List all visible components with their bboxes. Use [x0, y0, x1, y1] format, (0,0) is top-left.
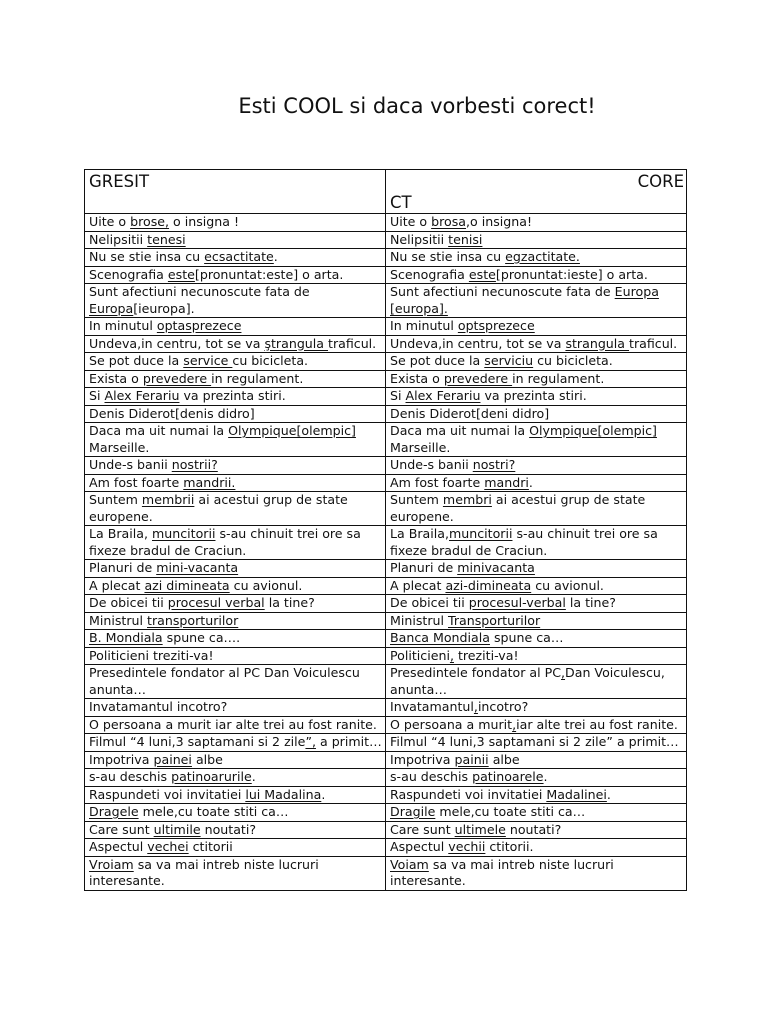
table-row: [85, 612, 687, 630]
correct-phrase-cell: [386, 492, 687, 526]
wrong-phrase-cell: [85, 231, 386, 249]
phrase-text: Suntem: [89, 492, 142, 507]
correct-phrase-cell: [386, 388, 687, 406]
wrong-phrase-cell: [85, 318, 386, 336]
table-row: [85, 266, 687, 284]
phrase-text: Unde-s banii: [89, 457, 172, 472]
table-row: [85, 647, 687, 665]
phrase-text: Am fost foarte: [89, 474, 184, 490]
phrase-text: Denis Diderot[deni didro]: [390, 405, 550, 421]
correct-phrase-cell: [386, 630, 687, 648]
table-row: [85, 284, 687, 318]
phrase-text: Am fost foarte: [390, 474, 485, 490]
highlighted-word: brose,: [130, 214, 170, 229]
table-row: [85, 492, 687, 526]
highlighted-word: Europa [europa].: [390, 284, 659, 316]
wrong-phrase-cell: [85, 214, 386, 232]
highlighted-word: B. Mondiala: [89, 630, 163, 645]
correct-phrase-cell: [386, 612, 687, 630]
correct-phrase-cell: [386, 423, 687, 457]
correct-phrase-cell: [386, 335, 687, 353]
table-row: [85, 474, 687, 492]
highlighted-word: serviciu: [484, 353, 534, 368]
highlighted-word: ecsactitate: [204, 249, 274, 264]
wrong-phrase-cell: [85, 751, 386, 769]
highlighted-word: painei: [153, 751, 192, 767]
phrase-text: Invatamantul incotro?: [89, 699, 228, 714]
page-title: Esti COOL si daca vorbesti corect!: [238, 94, 596, 118]
table-row: [85, 405, 687, 423]
phrase-text: Undeva,in centru, tot se va: [89, 335, 265, 351]
correct-phrase-cell: [386, 734, 687, 752]
highlighted-word: azi dimineata: [144, 577, 230, 593]
phrase-text: noutati?: [200, 821, 257, 837]
phrase-text: Planuri de: [390, 560, 458, 575]
table-row: [85, 821, 687, 839]
correct-phrase-cell: [386, 284, 687, 318]
phrase-text: Se pot duce la: [89, 353, 184, 368]
phrase-text: Scenografia: [89, 266, 168, 282]
highlighted-word: optasprezece: [156, 318, 242, 333]
correct-phrase-cell: [386, 804, 687, 822]
phrase-text: Filmul “4 luni,3 saptamani si 2 zile” a primit…: [390, 734, 679, 749]
phrase-text: va prezinta stiri.: [179, 388, 286, 403]
wrong-phrase-cell: [85, 595, 386, 613]
header-wrong: GRESIT: [85, 170, 386, 214]
wrong-phrase-cell: [85, 249, 386, 267]
table-row: [85, 751, 687, 769]
wrong-phrase-cell: [85, 353, 386, 371]
wrong-phrase-cell: [85, 821, 386, 839]
wrong-phrase-cell: [85, 335, 386, 353]
phrase-text: [pronuntat:este] o arta.: [194, 266, 344, 282]
wrong-phrase-cell: [85, 839, 386, 857]
wrong-phrase-cell: [85, 423, 386, 457]
wrong-phrase-cell: [85, 630, 386, 648]
phrase-text: Si: [390, 388, 406, 403]
correct-phrase-cell: [386, 699, 687, 717]
highlighted-word: Madalinei: [546, 786, 607, 802]
highlighted-word: patinoarurile: [171, 769, 252, 784]
phrase-text: Undeva,in centru, tot se va: [390, 335, 566, 351]
correct-phrase-cell: [386, 474, 687, 492]
correct-phrase-cell: [386, 577, 687, 595]
phrase-text: Sunt afectiuni necunoscute fata de: [390, 284, 615, 299]
phrase-text: traficul.: [629, 335, 678, 351]
wrong-phrase-cell: [85, 769, 386, 787]
phrase-text: O persoana a murit iar alte trei au fost ranite.: [89, 716, 377, 732]
table-row: [85, 734, 687, 752]
phrase-text: Aspectul: [390, 839, 449, 854]
correct-phrase-cell: [386, 856, 687, 890]
correct-phrase-cell: [386, 839, 687, 857]
phrase-text: Aspectul: [89, 839, 148, 854]
phrase-text: s-au deschis: [390, 769, 473, 784]
table-row: [85, 388, 687, 406]
highlighted-word: Dragile: [390, 804, 436, 819]
phrase-text: .: [321, 786, 326, 802]
highlighted-word: tenesi: [147, 231, 186, 247]
phrase-text: cu bicicleta.: [533, 353, 613, 368]
phrase-text: s-au chinuit trei ore sa fixeze bradul de Craciun.: [390, 526, 658, 558]
correct-phrase-cell: [386, 318, 687, 336]
phrase-text: ai acestui grup de state europene.: [390, 492, 646, 524]
phrase-text: Politicieni treziti-va!: [89, 647, 214, 663]
phrase-text: Marseille.: [390, 439, 451, 455]
wrong-phrase-cell: [85, 647, 386, 665]
phrase-text: ctitorii.: [485, 839, 534, 854]
phrase-text: [ieuropa].: [133, 300, 195, 316]
highlighted-word: este: [167, 266, 195, 282]
phrase-text: Raspundeti voi invitatiei: [89, 786, 246, 802]
phrase-text: Presedintele fondator al PC Dan Voiculescu anunta…: [89, 665, 360, 697]
phrase-text: o insigna !: [169, 214, 240, 229]
phrase-text: Filmul “4 luni,3 saptamani si 2 zile: [89, 734, 306, 749]
highlighted-word: Transporturilor: [448, 612, 541, 628]
wrong-phrase-cell: [85, 405, 386, 423]
phrase-text: incotro?: [477, 699, 529, 714]
table-row: [85, 630, 687, 648]
phrase-text: a primit…: [315, 734, 382, 749]
phrase-text: De obicei tii: [89, 595, 168, 610]
highlighted-word: mandrii.: [183, 474, 236, 490]
highlighted-word: procesul verbal: [167, 595, 265, 610]
table-row: [85, 318, 687, 336]
table-row: [85, 595, 687, 613]
wrong-phrase-cell: [85, 716, 386, 734]
wrong-phrase-cell: [85, 474, 386, 492]
highlighted-word: Voiam: [390, 856, 429, 872]
correct-phrase-cell: [386, 405, 687, 423]
phrase-text: spune ca….: [162, 630, 241, 645]
wrong-phrase-cell: [85, 492, 386, 526]
correct-phrase-cell: [386, 769, 687, 787]
highlighted-word: ultimele: [454, 821, 506, 837]
table-header-row: [85, 170, 687, 214]
phrase-text: albe: [191, 751, 223, 767]
phrase-text: Nelipsitii: [89, 231, 148, 247]
phrase-text: Politicieni: [390, 647, 450, 663]
highlighted-word: ştrangula: [264, 335, 329, 351]
phrase-text: In minutul: [89, 318, 157, 333]
highlighted-word: membri: [442, 492, 492, 507]
highlighted-word: vechei: [147, 839, 189, 854]
table-row: [85, 370, 687, 388]
phrase-text: Nu se stie insa cu: [390, 249, 506, 264]
highlighted-word: ,: [561, 665, 566, 680]
wrong-phrase-cell: [85, 856, 386, 890]
highlighted-word: brosa: [431, 214, 467, 229]
phrase-text: s-au chinuit trei ore sa fixeze bradul de Craciun.: [89, 526, 361, 558]
highlighted-word: egzactitate.: [505, 249, 580, 264]
table-row: [85, 577, 687, 595]
table-row: [85, 457, 687, 475]
highlighted-word: prevedere: [142, 370, 212, 386]
highlighted-word: Banca Mondiala: [390, 630, 490, 645]
highlighted-word: lui Madalina: [245, 786, 322, 802]
highlighted-word: service: [183, 353, 233, 368]
header-correct-line1: CORE: [637, 172, 684, 191]
wrong-phrase-cell: [85, 612, 386, 630]
phrase-text: In minutul: [390, 318, 458, 333]
phrase-text: Impotriva: [89, 751, 154, 767]
correct-phrase-cell: [386, 665, 687, 699]
correction-table: [84, 169, 687, 891]
highlighted-word: painii: [454, 751, 489, 767]
wrong-phrase-cell: [85, 560, 386, 578]
highlighted-word: mandri: [484, 474, 529, 490]
table-row: [85, 856, 687, 890]
table-row: [85, 786, 687, 804]
phrase-text: Ministrul: [89, 612, 148, 628]
wrong-phrase-cell: [85, 699, 386, 717]
highlighted-word: muncitorii: [449, 526, 513, 541]
correct-phrase-cell: [386, 457, 687, 475]
table-row: [85, 526, 687, 560]
phrase-text: Nu se stie insa cu: [89, 249, 205, 264]
highlighted-word: Vroiam: [89, 856, 134, 872]
highlighted-word: procesul-verbal: [468, 595, 566, 610]
table-row: [85, 353, 687, 371]
highlighted-word: tenisi: [448, 231, 483, 247]
table-row: [85, 335, 687, 353]
phrase-text: Uite o: [390, 214, 432, 229]
phrase-text: Impotriva: [390, 751, 455, 767]
highlighted-word: Dragele: [89, 804, 139, 819]
correct-phrase-cell: [386, 716, 687, 734]
phrase-text: s-au deschis: [89, 769, 172, 784]
correct-phrase-cell: [386, 526, 687, 560]
phrase-text: .: [528, 474, 533, 490]
highlighted-word: mini-vacanta: [156, 560, 239, 575]
highlighted-word: ,: [449, 647, 454, 663]
phrase-text: spune ca…: [489, 630, 564, 645]
highlighted-word: minivacanta: [457, 560, 535, 575]
phrase-text: Scenografia: [390, 266, 469, 282]
phrase-text: Daca ma uit numai la: [89, 423, 229, 438]
phrase-text: Si: [89, 388, 105, 403]
wrong-phrase-cell: [85, 457, 386, 475]
wrong-phrase-cell: [85, 665, 386, 699]
correct-phrase-cell: [386, 370, 687, 388]
wrong-phrase-cell: [85, 786, 386, 804]
phrase-text: .: [543, 769, 548, 784]
phrase-text: Exista o: [390, 370, 444, 386]
phrase-text: Se pot duce la: [390, 353, 485, 368]
header-correct: [386, 170, 687, 214]
phrase-text: in regulament.: [211, 370, 304, 386]
phrase-text: Unde-s banii: [390, 457, 473, 472]
phrase-text: sa va mai intreb niste lucruri interesante.: [89, 856, 319, 888]
phrase-text: ai acestui grup de state europene.: [89, 492, 348, 524]
phrase-text: Sunt afectiuni necunoscute fata de: [89, 284, 310, 299]
highlighted-word: patinoarele: [472, 769, 544, 784]
highlighted-word: ,: [473, 699, 478, 714]
phrase-text: sa va mai intreb niste lucruri interesante.: [390, 856, 614, 888]
phrase-text: A plecat: [89, 577, 145, 593]
table-row: [85, 665, 687, 699]
correct-phrase-cell: [386, 647, 687, 665]
correct-phrase-cell: [386, 786, 687, 804]
phrase-text: Marseille.: [89, 439, 150, 455]
correct-phrase-cell: [386, 266, 687, 284]
highlighted-word: Alex Ferariu: [104, 388, 180, 403]
phrase-text: Care sunt: [89, 821, 154, 837]
phrase-text: O persoana a murit: [390, 716, 513, 732]
correct-phrase-cell: [386, 595, 687, 613]
table-row: [85, 769, 687, 787]
wrong-phrase-cell: [85, 577, 386, 595]
highlighted-word: Europa: [89, 300, 134, 316]
highlighted-word: transporturilor: [147, 612, 239, 628]
phrase-text: Dan Voiculescu, anunta…: [390, 665, 665, 697]
table-body: [85, 214, 687, 891]
phrase-text: cu bicicleta.: [232, 353, 309, 368]
phrase-text: .: [251, 769, 256, 784]
phrase-text: La Braila,: [89, 526, 152, 541]
wrong-phrase-cell: [85, 804, 386, 822]
table-row: [85, 231, 687, 249]
highlighted-word: optsprezece: [457, 318, 535, 333]
highlighted-word: prevedere: [443, 370, 513, 386]
phrase-text: albe: [488, 751, 520, 767]
correct-phrase-cell: [386, 214, 687, 232]
phrase-text: Exista o: [89, 370, 143, 386]
header-correct-line2: CT: [390, 193, 412, 212]
phrase-text: mele,cu toate stiti ca…: [435, 804, 586, 819]
highlighted-word: membrii: [141, 492, 195, 507]
highlighted-word: Alex Ferariu: [405, 388, 481, 403]
phrase-text: [pronuntat:ieste] o arta.: [495, 266, 648, 282]
phrase-text: ,o insigna!: [466, 214, 533, 229]
highlighted-word: ultimile: [153, 821, 201, 837]
table-row: [85, 423, 687, 457]
phrase-text: Planuri de: [89, 560, 157, 575]
phrase-text: De obicei tii: [390, 595, 469, 610]
phrase-text: Presedintele fondator al PC: [390, 665, 562, 680]
phrase-text: Uite o: [89, 214, 131, 229]
phrase-text: Care sunt: [390, 821, 455, 837]
phrase-text: la tine?: [264, 595, 315, 610]
wrong-phrase-cell: [85, 526, 386, 560]
phrase-text: La Braila,: [390, 526, 449, 541]
wrong-phrase-cell: [85, 388, 386, 406]
phrase-text: va prezinta stiri.: [480, 388, 587, 403]
highlighted-word: ,: [512, 716, 517, 732]
phrase-text: treziti-va!: [453, 647, 519, 663]
phrase-text: iar alte trei au fost ranite.: [516, 716, 678, 732]
table-row: [85, 214, 687, 232]
phrase-text: mele,cu toate stiti ca…: [138, 804, 289, 819]
phrase-text: A plecat: [390, 577, 446, 593]
phrase-text: .: [273, 249, 278, 264]
phrase-text: in regulament.: [512, 370, 605, 386]
phrase-text: noutati?: [505, 821, 562, 837]
highlighted-word: nostrii?: [171, 457, 218, 472]
phrase-text: cu avionul.: [531, 577, 604, 593]
phrase-text: Raspundeti voi invitatiei: [390, 786, 547, 802]
phrase-text: .: [606, 786, 611, 802]
correct-phrase-cell: [386, 751, 687, 769]
highlighted-word: vechii: [448, 839, 486, 854]
table-row: [85, 560, 687, 578]
table-row: [85, 716, 687, 734]
table-row: [85, 699, 687, 717]
correct-phrase-cell: [386, 249, 687, 267]
wrong-phrase-cell: [85, 284, 386, 318]
phrase-text: Invatamantul: [390, 699, 474, 714]
correct-phrase-cell: [386, 353, 687, 371]
phrase-text: ctitorii: [188, 839, 233, 854]
correct-phrase-cell: [386, 560, 687, 578]
phrase-text: Daca ma uit numai la: [390, 423, 530, 438]
phrase-text: Suntem: [390, 492, 443, 507]
highlighted-word: nostri?: [472, 457, 516, 472]
phrase-text: Nelipsitii: [390, 231, 449, 247]
wrong-phrase-cell: [85, 370, 386, 388]
highlighted-word: este: [468, 266, 496, 282]
phrase-text: la tine?: [565, 595, 616, 610]
highlighted-word: ”,: [305, 734, 316, 749]
table-row: [85, 839, 687, 857]
phrase-text: traficul.: [328, 335, 377, 351]
highlighted-word: Olympique[olempic]: [228, 423, 356, 438]
correct-phrase-cell: [386, 821, 687, 839]
highlighted-word: strangula: [565, 335, 630, 351]
highlighted-word: Olympique[olempic]: [529, 423, 657, 438]
phrase-text: Denis Diderot[denis didro]: [89, 405, 255, 421]
phrase-text: cu avionul.: [229, 577, 303, 593]
wrong-phrase-cell: [85, 734, 386, 752]
table-row: [85, 249, 687, 267]
correct-phrase-cell: [386, 231, 687, 249]
phrase-text: Ministrul: [390, 612, 449, 628]
highlighted-word: azi-dimineata: [445, 577, 532, 593]
wrong-phrase-cell: [85, 266, 386, 284]
highlighted-word: muncitorii: [152, 526, 216, 541]
table-row: [85, 804, 687, 822]
